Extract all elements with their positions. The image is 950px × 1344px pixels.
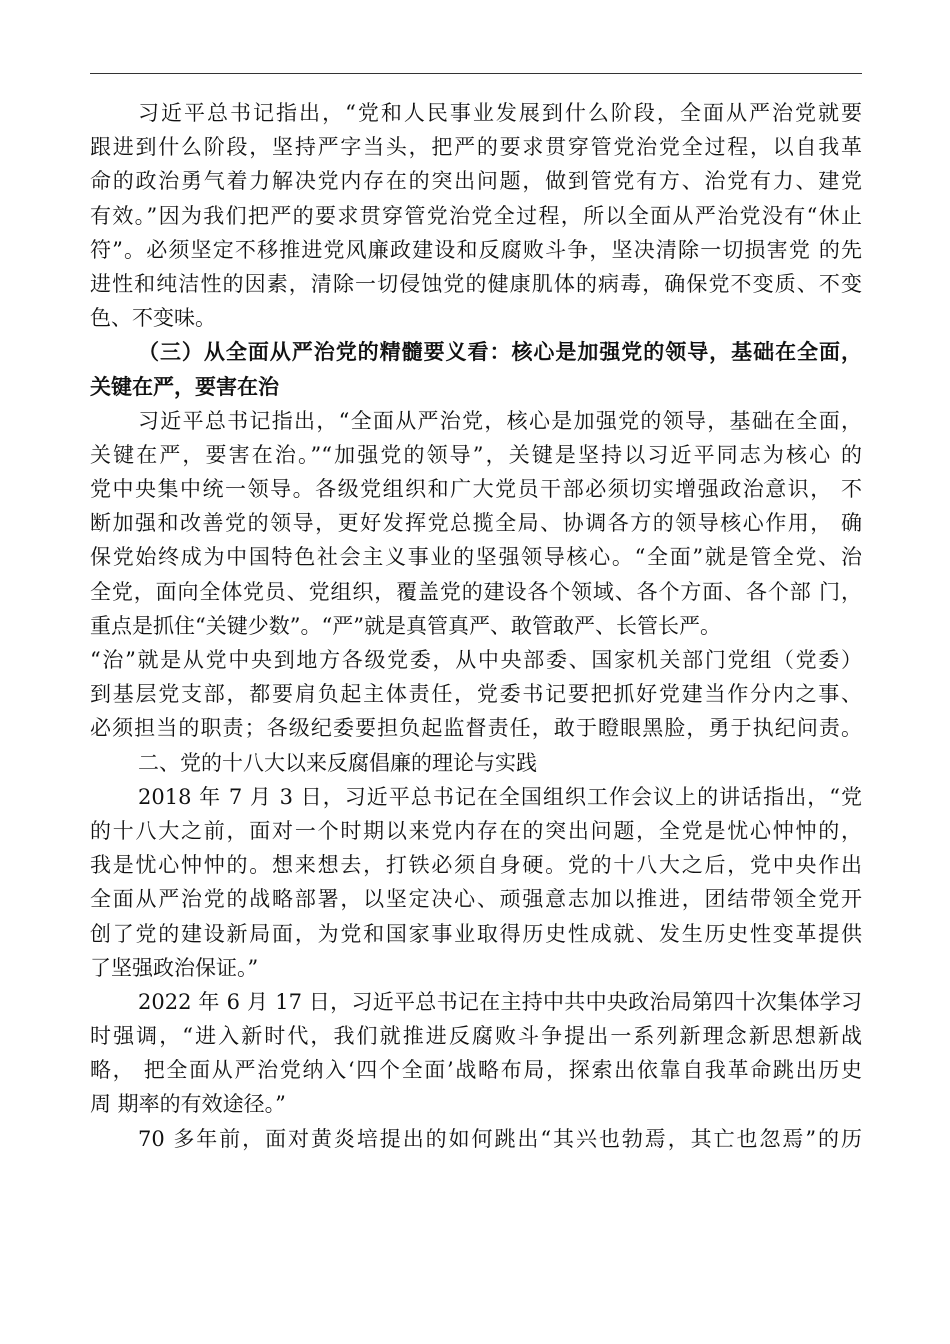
section-heading: 二、党的十八大以来反腐倡廉的理论与实践 bbox=[138, 750, 537, 775]
text-line: 命的政治勇气着力解决党内存在的突出问题，做到管党有方、治党有力、建党 bbox=[90, 169, 862, 194]
text-line: “治”就是从党中央到地方各级党委，从中央部委、国家机关部门党组（党委） bbox=[90, 648, 862, 672]
text-line: 重点是抓住“关键少数”。“严”就是真管真严、敢管敢严、长管长严。 bbox=[90, 613, 721, 638]
text-line: 色、不变味。 bbox=[90, 306, 216, 331]
text-line: 断加强和改善党的领导，更好发挥党总揽全局、协调各方的领导核心作用， 确 bbox=[90, 511, 862, 536]
section-heading: 关键在严，要害在治 bbox=[90, 373, 279, 399]
text-line: 周 期率的有效途径。” bbox=[90, 1092, 286, 1117]
text-line: 全面从严治党的战略部署，以坚定决心、顽强意志加以推进，团结带领全党开 bbox=[90, 887, 862, 912]
text-line: 习近平总书记指出，“党和人民事业发展到什么阶段，全面从严治党就要 bbox=[138, 101, 862, 125]
text-line: 保党始终成为中国特色社会主义事业的坚强领导核心。“全面”就是管全党、治 bbox=[90, 545, 862, 570]
text-line: 我是忧心忡忡的。想来想去，打铁必须自身硬。党的十八大之后，党中央作出 bbox=[90, 853, 862, 878]
header-rule bbox=[90, 73, 862, 74]
text-line: 到基层党支部，都要肩负起主体责任，党委书记要把抓好党建当作分内之事、 bbox=[90, 682, 862, 707]
text-line: 了坚强政治保证。” bbox=[90, 955, 259, 980]
text-line: 2022 年 6 月 17 日，习近平总书记在主持中共中央政治局第四十次集体学习 bbox=[138, 989, 862, 1014]
text-line: 党中央集中统一领导。各级党组织和广大党员干部必须切实增强政治意识， 不 bbox=[90, 477, 862, 502]
text-line: 跟进到什么阶段，坚持严字当头，把严的要求贯穿管党治党全过程，以自我革 bbox=[90, 135, 862, 160]
text-line: 关键在严，要害在治。”“加强党的领导”，关键是坚持以习近平同志为核心 的 bbox=[90, 442, 862, 467]
text-line: 70 多年前，面对黄炎培提出的如何跳出“其兴也勃焉，其亡也忽焉”的历 bbox=[138, 1126, 862, 1151]
text-line: 有效。”因为我们把严的要求贯穿管党治党全过程，所以全面从严治党没有“休止 bbox=[90, 203, 862, 228]
text-line: 必须担当的职责；各级纪委要担负起监督责任，敢于瞪眼黑脸，勇于执纪问责。 bbox=[90, 716, 862, 741]
text-line: 习近平总书记指出，“全面从严治党，核心是加强党的领导，基础在全面， bbox=[138, 408, 862, 433]
text-line: 时强调，“进入新时代，我们就推进反腐败斗争提出一系列新理念新思想新战 bbox=[90, 1024, 862, 1049]
text-line: 略， 把全面从严治党纳入‘四个全面’战略布局，探索出依靠自我革命跳出历史 bbox=[90, 1058, 862, 1083]
text-line: 的十八大之前，面对一个时期以来党内存在的突出问题，全党是忧心忡忡的， bbox=[90, 818, 862, 843]
section-heading: （三）从全面从严治党的精髓要义看：核心是加强党的领导，基础在全面， bbox=[138, 339, 862, 365]
text-line: 进性和纯洁性的因素，清除一切侵蚀党的健康肌体的病毒，确保党不变质、不变 bbox=[90, 271, 862, 296]
text-line: 创了党的建设新局面，为党和国家事业取得历史性成就、发生历史性变革提供 bbox=[90, 921, 862, 946]
document-body bbox=[90, 96, 862, 1156]
text-line: 符”。必须坚定不移推进党风廉政建设和反腐败斗争，坚决清除一切损害党 的先 bbox=[90, 237, 862, 262]
text-line: 全党，面向全体党员、党组织，覆盖党的建设各个领域、各个方面、各个部 门， bbox=[90, 579, 862, 604]
text-line: 2018 年 7 月 3 日，习近平总书记在全国组织工作会议上的讲话指出，“党 bbox=[138, 784, 862, 809]
